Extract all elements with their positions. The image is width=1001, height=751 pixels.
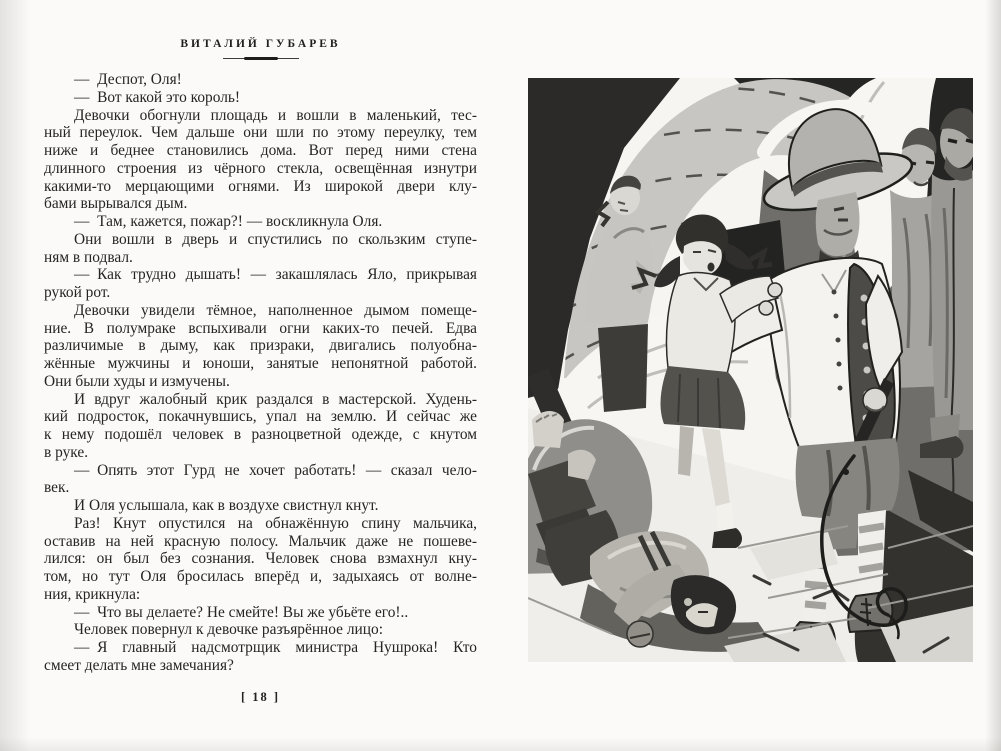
text-line: Девочки обогнули площадь и вошли в маленький, тес- [74, 106, 477, 124]
text-line: Раз! Кнут опустился на обнажённую спину мальчика, [74, 514, 477, 532]
text-line: Они вошли в дверь и спустились по скользким ступе- [74, 230, 477, 248]
text-line: ням в подвал. [44, 248, 133, 266]
text-line: смеет делать мне замечания? [44, 656, 234, 674]
text-line: какими-то мерцающими огнями. Из широкой двери клу- [44, 177, 477, 195]
page-number: [ 18 ] [240, 690, 281, 704]
text-line: в руке. [44, 443, 89, 461]
text-line: к нему подошёл человек в разноцветной одежде, с кнутом [44, 426, 477, 443]
text-line: — Что вы делаете? Не смейте! Вы же убьёте его!.. [74, 603, 409, 621]
text-line: — Вот какой это король! [74, 88, 241, 106]
text-line: ный переулок. Чем дальше они шли по этому переулку, тем [44, 124, 477, 142]
text-line: кий подросток, покачнувшись, упал на землю. И сейчас же [44, 408, 477, 426]
text-line: жённые мужчины и юноши, занятые непонятной работой. [44, 355, 477, 372]
text-line: — Опять этот Гурд не хочет работать! — сказал чело- [74, 461, 477, 479]
text-line: Человек повернул к девочке разъярённое лицо: [74, 621, 383, 639]
text-line: — Деспот, Оля! [74, 71, 182, 88]
text-line: Они были худы и измучены. [44, 372, 230, 390]
text-line: — Там, кажется, пожар?! — воскликнула Оля. [74, 213, 383, 230]
illustration-svg [528, 78, 973, 662]
text-line: лился: он был без сознания. Человек снова взмахнул кну- [44, 550, 477, 568]
text-line: И вдруг жалобный крик раздался в мастерской. Худень- [74, 390, 477, 408]
text-line: рукой рот. [44, 284, 111, 301]
text-line: ние. В полумраке вспыхивали огни каких-то печей. Едва [44, 319, 477, 337]
divider-thick-line [244, 57, 278, 60]
text-line: Девочки увидели тёмное, наполненное дымом помеще- [74, 301, 477, 319]
text-line: — Я главный надсмотрщик министра Нушрока! Кто [74, 639, 477, 656]
text-line: том, но тут Оля бросилась вперёд и, задыхаясь от волне- [44, 568, 477, 585]
page-edge-shading-right [985, 0, 1001, 751]
text-line: бами вырывался дым. [44, 195, 188, 213]
page-edge-shading-bottom [0, 737, 1001, 751]
header-divider [223, 57, 299, 60]
left-page [44, 38, 477, 675]
page-edge-shading-left [0, 0, 30, 751]
book-illustration [528, 78, 973, 662]
text-line: ниже и беднее становились дома. Вот перед ними стена [44, 142, 477, 159]
text-line: оставив на ней красную полосу. Мальчик даже не пошеве- [44, 532, 477, 550]
running-head: ВИТАЛИЙ ГУБАРЕВ [180, 38, 341, 50]
text-line: век. [44, 479, 70, 497]
text-line: различимые в дыму, как призраки, двигались полуобна- [44, 337, 477, 355]
body-text [44, 71, 477, 675]
text-line: — Как трудно дышать! — закашлялась Яло, прикрывая [74, 266, 477, 284]
text-line: ния, крикнула: [44, 585, 141, 603]
text-line: И Оля услышала, как в воздухе свистнул кнут. [74, 497, 379, 514]
text-line: длинного строения из чёрного стекла, освещённая изнутри [44, 159, 477, 177]
